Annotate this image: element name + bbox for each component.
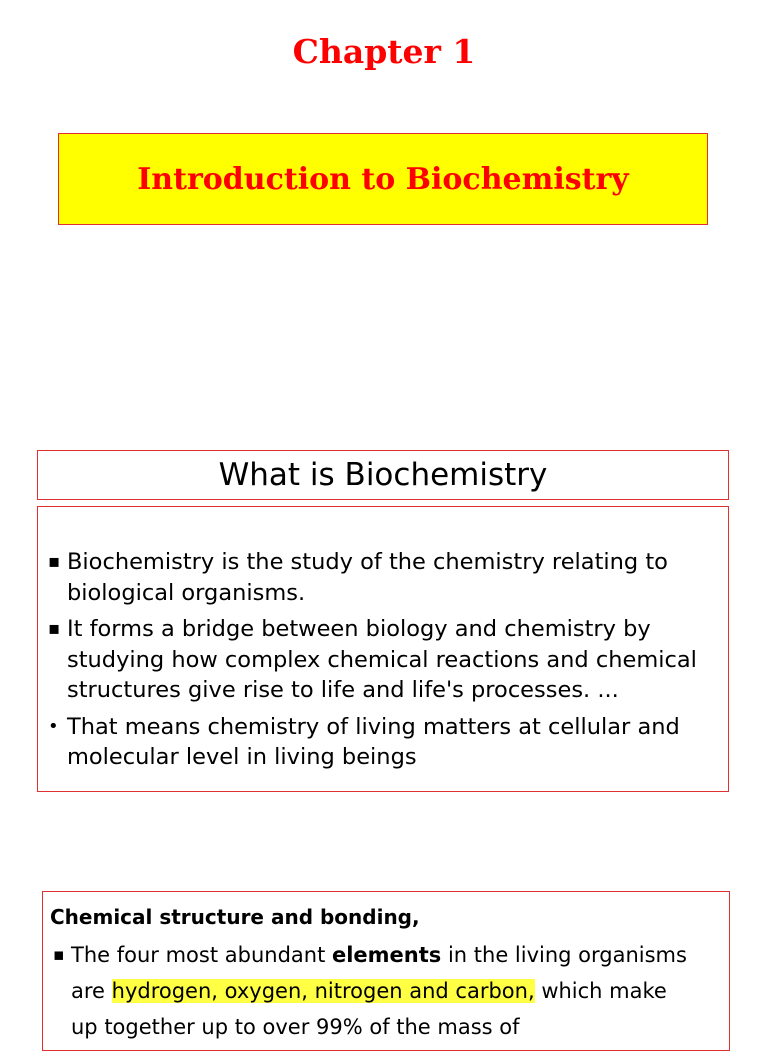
chem-text-after: which make up together up to over 99% of the mass of	[71, 979, 667, 1039]
chem-bold-word: elements	[331, 943, 442, 967]
intro-title: Introduction to Biochemistry	[137, 161, 629, 197]
chemical-structure-box	[42, 891, 730, 1051]
intro-title-box	[58, 133, 708, 225]
chem-text-middle: in the living organisms are	[71, 943, 687, 1003]
chapter-title: Chapter 1	[292, 32, 476, 71]
definition-box	[37, 506, 729, 792]
section-title-box	[37, 450, 729, 500]
bullet-marker: ▪	[53, 945, 65, 965]
section-title: What is Biochemistry	[218, 457, 548, 493]
bullet-marker: •	[48, 715, 59, 737]
bullet-text: It forms a bridge between biology and chemistry by studying how complex chemical reactions and chemical structures give rise to life and life's processes. ...	[67, 616, 697, 703]
list-item	[46, 547, 712, 608]
bullet-text: Biochemistry is the study of the chemistry relating to biological organisms.	[67, 549, 668, 606]
definition-list	[46, 547, 712, 779]
list-item	[46, 712, 712, 773]
list-item	[51, 937, 699, 1045]
chemical-structure-list	[51, 937, 699, 1045]
bullet-text: That means chemistry of living matters at cellular and molecular level in living beings	[67, 713, 680, 770]
chemical-structure-heading: Chemical structure and bonding,	[50, 905, 420, 929]
bullet-marker: ▪	[48, 618, 61, 639]
chem-text-before: The four most abundant	[71, 943, 332, 967]
list-item	[46, 614, 712, 706]
bullet-marker: ▪	[48, 551, 61, 572]
chem-highlighted-elements: hydrogen, oxygen, nitrogen and carbon,	[111, 979, 535, 1003]
